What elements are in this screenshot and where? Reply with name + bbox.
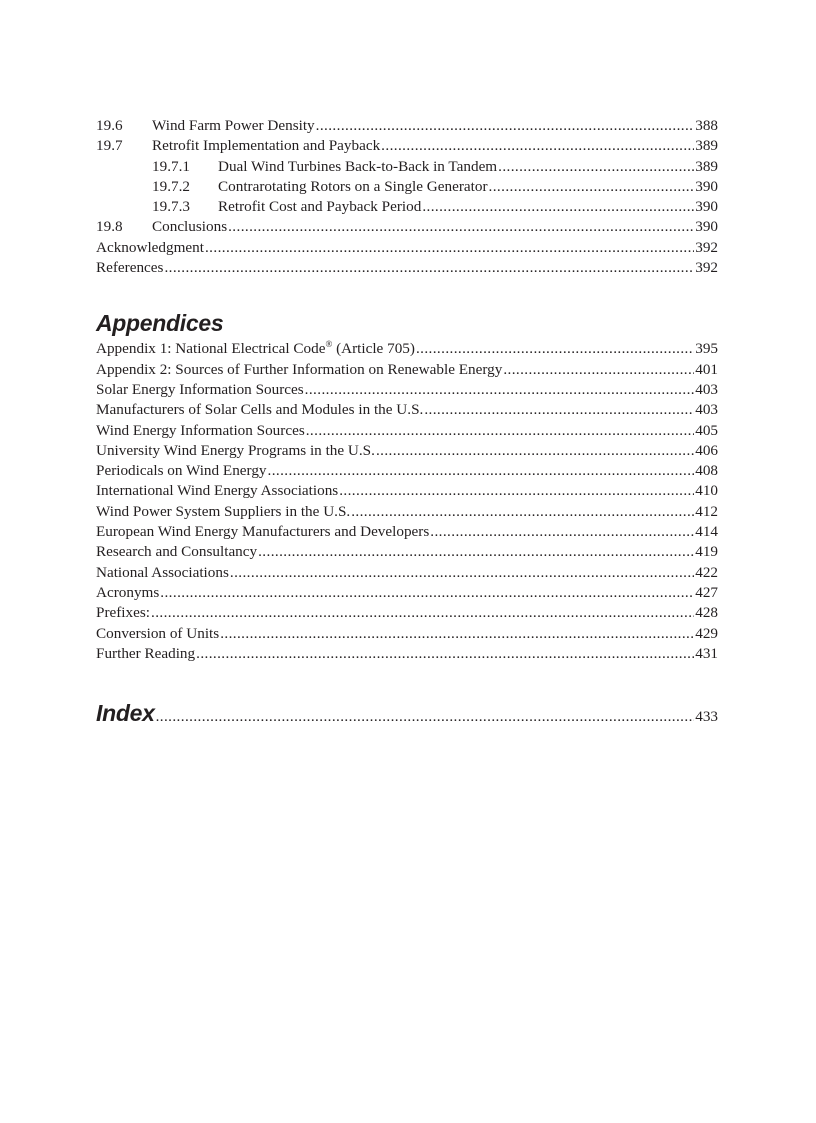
index-heading: Index — [96, 700, 155, 727]
toc-entry-periodicals[interactable] — [96, 461, 718, 481]
toc-entry-page: 406 — [695, 441, 718, 459]
toc-entry-appendix-1[interactable] — [96, 339, 718, 359]
toc-entry-title: Retrofit Cost and Payback Period — [218, 198, 422, 216]
toc-entry-title: Wind Farm Power Density — [152, 117, 315, 134]
toc-entry-wind-energy-information-sources[interactable] — [96, 421, 718, 441]
toc-entry-19-6[interactable] — [96, 116, 718, 136]
toc-entry-acronyms[interactable] — [96, 583, 718, 603]
dot-leader — [306, 421, 694, 441]
toc-entry-page: 408 — [695, 462, 718, 480]
toc-entry-number: 19.7.3 — [152, 198, 190, 216]
dot-leader — [376, 441, 694, 461]
toc-entry-page: 419 — [695, 543, 718, 561]
toc-entry-system-suppliers[interactable] — [96, 502, 718, 522]
dot-leader — [498, 157, 694, 177]
dot-leader — [196, 644, 694, 664]
toc-entry-page: 405 — [695, 421, 718, 439]
dot-leader — [205, 238, 694, 258]
toc-entry-title — [96, 339, 415, 359]
toc-entry-further-reading[interactable] — [96, 644, 718, 664]
toc-entry-19-7-1[interactable] — [96, 157, 718, 177]
toc-entry-page: 392 — [695, 238, 718, 256]
toc-entry-19-7-3[interactable] — [96, 197, 718, 217]
toc-entry-title: Conversion of Units — [96, 624, 220, 642]
toc-entry-title: Manufacturers of Solar Cells and Modules in the U.S. — [96, 401, 424, 419]
toc-entry-title: Wind Power System Suppliers in the U.S. — [96, 502, 351, 520]
toc-entry-title: Appendix 2: Sources of Further Information on Renewable Energy — [96, 360, 503, 378]
dot-leader — [430, 522, 694, 542]
toc-entry-title: Acknowledgment — [96, 238, 204, 256]
toc-entry-prefixes[interactable] — [96, 603, 718, 623]
dot-leader — [258, 542, 694, 562]
toc-entry-title: Retrofit Implementation and Payback — [152, 137, 381, 155]
toc-entry-19-8[interactable] — [96, 217, 718, 237]
toc-entry-number: 19.6 — [96, 117, 123, 134]
dot-leader — [422, 197, 694, 217]
toc-entry-page: 428 — [695, 604, 718, 622]
dot-leader — [416, 339, 694, 359]
toc-entry-solar-manufacturers[interactable] — [96, 400, 718, 420]
toc-entry-title: European Wind Energy Manufacturers and Developers — [96, 523, 430, 541]
toc-entry-university-programs[interactable] — [96, 441, 718, 461]
toc-entry-page: 401 — [695, 360, 718, 378]
toc-entry-page: 414 — [695, 523, 718, 541]
toc-entry-title: Wind Energy Information Sources — [96, 421, 305, 439]
registered-mark: ® — [325, 339, 333, 350]
title-part: (Article 705) — [332, 340, 415, 358]
toc-entry-title: Periodicals on Wind Energy — [96, 462, 267, 480]
toc-entry-acknowledgment[interactable] — [96, 238, 718, 258]
toc-entry-page: 389 — [695, 157, 718, 175]
toc-entry-title: Acronyms — [96, 583, 160, 601]
toc-entry-title: University Wind Energy Programs in the U.S. — [96, 441, 375, 459]
toc-entry-page: 395 — [695, 340, 718, 358]
dot-leader — [305, 380, 695, 400]
toc-entry-page: 390 — [695, 177, 718, 195]
toc-entry-page: 403 — [695, 401, 718, 419]
toc-entry-19-7[interactable] — [96, 136, 718, 156]
toc-entry-page: 403 — [695, 380, 718, 398]
toc-entry-appendix-2[interactable] — [96, 360, 718, 380]
toc-entry-title: Dual Wind Turbines Back-to-Back in Tandem — [218, 157, 498, 175]
toc-entry-research-consultancy[interactable] — [96, 542, 718, 562]
toc-entry-title: References — [96, 259, 164, 277]
title-part: Appendix 1: National Electrical Code — [96, 340, 326, 358]
toc-entry-number: 19.7.2 — [152, 177, 190, 195]
dot-leader — [151, 603, 694, 623]
toc-entry-title: Further Reading — [96, 644, 196, 662]
dot-leader — [156, 702, 695, 732]
dot-leader — [339, 481, 694, 501]
dot-leader — [164, 258, 694, 278]
toc-entry-title: Solar Energy Information Sources — [96, 380, 304, 398]
toc-entry-page: 410 — [695, 482, 718, 500]
toc-entry-title: Research and Consultancy — [96, 543, 258, 561]
dot-leader — [381, 136, 694, 156]
toc-entry-page: 390 — [695, 198, 718, 216]
toc-entry-references[interactable] — [96, 258, 718, 278]
toc-entry-page: 422 — [695, 563, 718, 581]
dot-leader — [230, 563, 694, 583]
dot-leader — [351, 502, 694, 522]
dot-leader — [316, 116, 695, 136]
toc-entry-page: 392 — [695, 259, 718, 277]
toc-entry-number: 19.8 — [96, 218, 123, 236]
toc-entry-page: 429 — [695, 624, 718, 642]
toc-entry-19-7-2[interactable] — [96, 177, 718, 197]
dot-leader — [503, 360, 694, 380]
toc-entry-national-associations[interactable] — [96, 563, 718, 583]
toc-entry-page: 412 — [695, 502, 718, 520]
table-of-contents — [96, 116, 718, 728]
dot-leader — [220, 624, 694, 644]
toc-entry-title: Conclusions — [152, 218, 228, 236]
toc-entry-title: Prefixes: — [96, 604, 150, 622]
dot-leader — [160, 583, 694, 603]
toc-entry-title: International Wind Energy Associations — [96, 482, 339, 500]
toc-entry-page: 390 — [695, 218, 718, 236]
toc-entry-international-associations[interactable] — [96, 481, 718, 501]
toc-entry-index[interactable] — [96, 698, 718, 728]
toc-entry-title: National Associations — [96, 563, 229, 581]
dot-leader — [424, 400, 694, 420]
toc-entry-conversion-of-units[interactable] — [96, 624, 718, 644]
toc-entry-title: Contrarotating Rotors on a Single Generator — [218, 177, 488, 195]
toc-entry-page: 388 — [695, 117, 718, 134]
dot-leader — [268, 461, 695, 481]
dot-leader — [228, 217, 694, 237]
toc-entry-page: 431 — [695, 644, 718, 662]
toc-entry-number: 19.7 — [96, 137, 123, 155]
toc-entry-page: 389 — [695, 137, 718, 155]
toc-entry-number: 19.7.1 — [152, 157, 190, 175]
toc-entry-page: 433 — [695, 708, 718, 726]
toc-entry-solar-energy-information-sources[interactable] — [96, 380, 718, 400]
toc-entry-european-manufacturers[interactable] — [96, 522, 718, 542]
appendices-heading: Appendices — [96, 310, 224, 337]
dot-leader — [489, 177, 695, 197]
toc-entry-page: 427 — [695, 583, 718, 601]
